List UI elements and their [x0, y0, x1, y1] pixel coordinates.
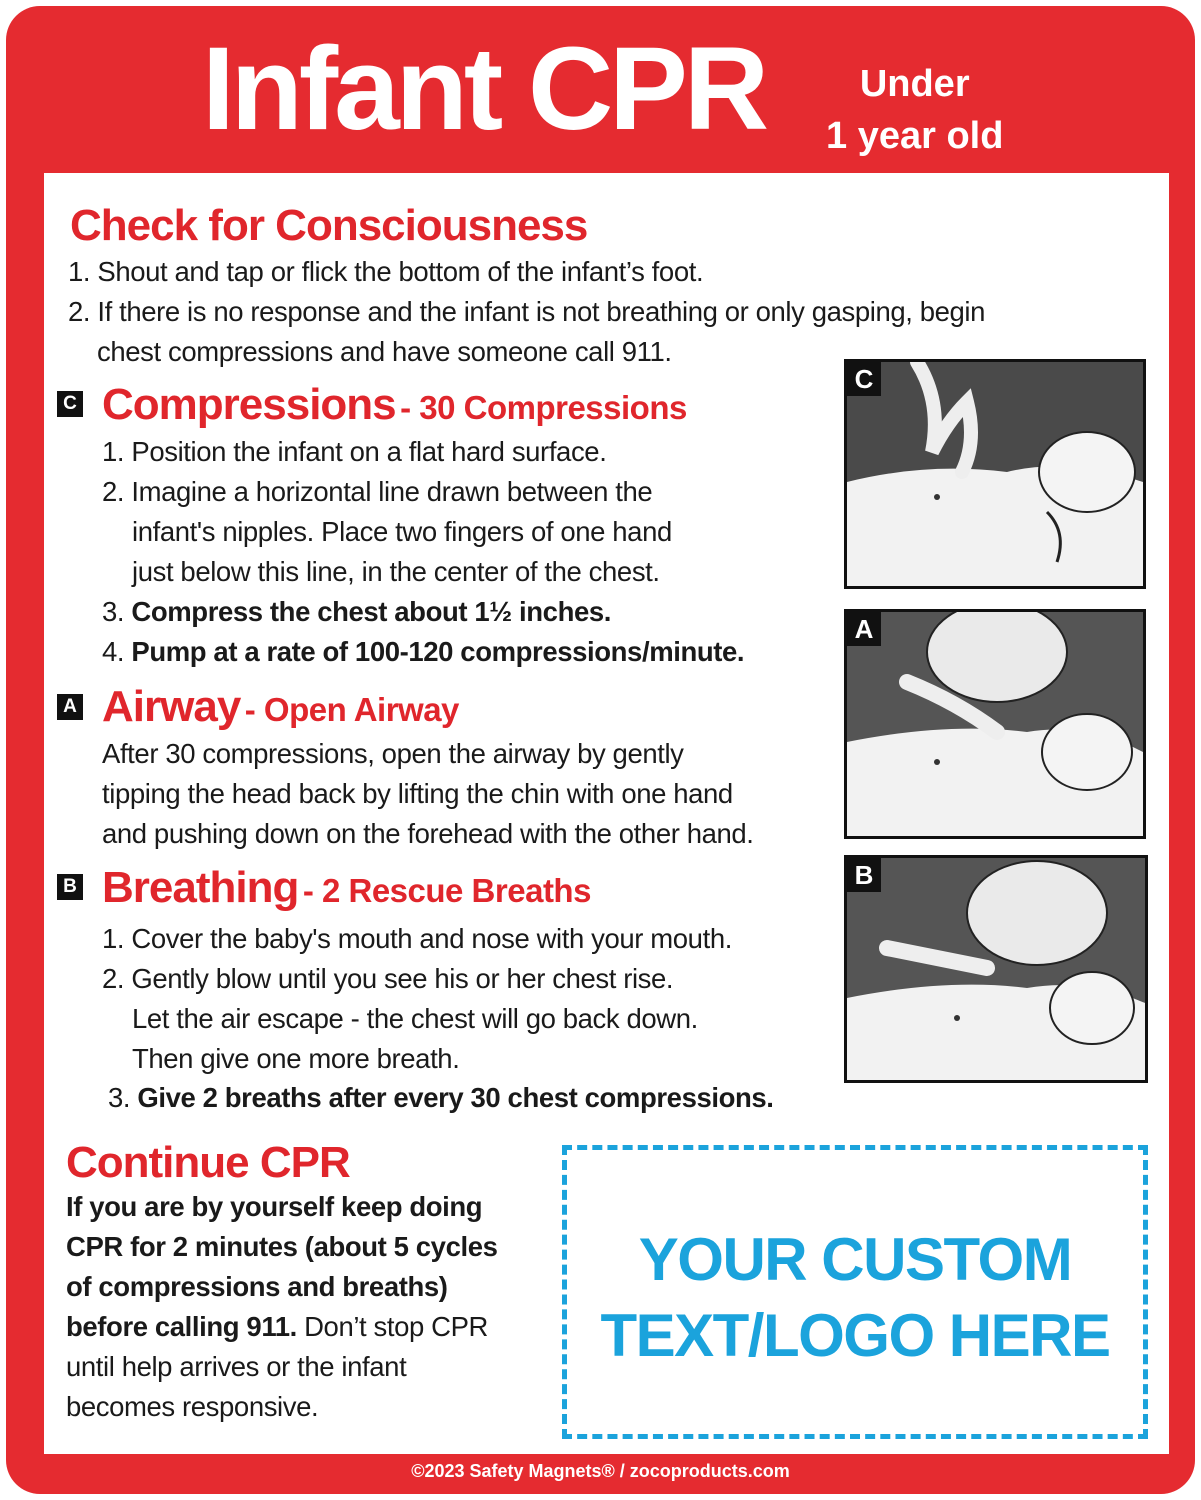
step-text: Compress the chest about 1½ inches. — [131, 596, 612, 627]
infant-breathing-drawing — [847, 858, 1145, 1080]
step-text: Gently blow until you see his or her chest rise. — [131, 963, 674, 994]
custom-line-1: YOUR CUSTOM — [638, 1226, 1072, 1293]
breathing-heading: Breathing — [102, 863, 299, 912]
step-text: Cover the baby's mouth and nose with your mouth. — [131, 923, 732, 954]
airway-line-3: and pushing down on the forehead with the other hand. — [102, 818, 754, 849]
step-text: Give 2 breaths after every 30 chest compressions. — [137, 1082, 774, 1113]
breathing-step-2-cont-a: Let the air escape - the chest will go back down. — [132, 1003, 698, 1034]
breathing-step-1 — [102, 919, 732, 959]
airway-line-2: tipping the head back by lifting the chin with one hand — [102, 778, 733, 809]
breathing-step-2 — [102, 959, 673, 999]
step-text: Imagine a horizontal line drawn between the — [131, 476, 653, 507]
illustration-tag: B — [847, 858, 881, 892]
step-text: If there is no response and the infant is not breathing or only gasping, begin — [97, 296, 985, 327]
step-text: Shout and tap or flick the bottom of the infant’s foot. — [97, 256, 704, 287]
step-text: Position the infant on a flat hard surface. — [131, 436, 607, 467]
compressions-badge: C — [57, 391, 83, 417]
compressions-step-2 — [102, 472, 652, 512]
consciousness-heading: Check for Consciousness — [70, 201, 588, 250]
compressions-step-1 — [102, 432, 606, 472]
step-number: 2. — [102, 963, 125, 994]
compressions-step-3 — [102, 592, 611, 632]
age-line-1: Under — [859, 63, 970, 105]
continue-regular-text: Don’t stop CPR — [296, 1311, 489, 1342]
step-number: 1. — [102, 923, 125, 954]
step-number: 3. — [108, 1082, 131, 1113]
breathing-step-3 — [108, 1078, 774, 1118]
continue-bold-text: before calling 911. — [66, 1311, 297, 1342]
consciousness-step-2 — [68, 292, 985, 332]
compressions-step-2-cont-b: just below this line, in the center of the chest. — [132, 556, 660, 587]
infant-compressions-drawing — [847, 362, 1143, 586]
illustration-breathing — [844, 855, 1148, 1083]
step-number: 1. — [68, 256, 91, 287]
breathing-badge: B — [57, 874, 83, 900]
step-number: 1. — [102, 436, 125, 467]
airway-line-1: After 30 compressions, open the airway by gently — [102, 738, 684, 769]
continue-line-5: until help arrives or the infant — [66, 1351, 407, 1382]
compressions-heading: Compressions — [102, 380, 396, 429]
infant-airway-drawing — [847, 612, 1143, 836]
compressions-heading-row — [102, 380, 687, 429]
compressions-step-2-cont-a: infant's nipples. Place two fingers of one hand — [132, 516, 672, 547]
continue-line-3: of compressions and breaths) — [66, 1271, 448, 1302]
illustration-airway — [844, 609, 1146, 839]
compressions-subheading: - 30 Compressions — [400, 389, 687, 426]
illustration-compressions — [844, 359, 1146, 589]
continue-line-1: If you are by yourself keep doing — [66, 1191, 483, 1222]
page-title: Infant CPR — [202, 23, 766, 155]
step-number: 2. — [102, 476, 125, 507]
copyright-footer: ©2023 Safety Magnets® / zocoproducts.com — [411, 1461, 790, 1481]
step-text: Pump at a rate of 100-120 compressions/minute. — [131, 636, 745, 667]
magnet-card — [6, 6, 1195, 1494]
airway-subheading: - Open Airway — [244, 691, 459, 728]
illustration-tag: A — [847, 612, 881, 646]
continue-line-4 — [66, 1307, 488, 1347]
illustration-tag: C — [847, 362, 881, 396]
custom-line-2: TEXT/LOGO HERE — [600, 1302, 1110, 1369]
breathing-heading-row — [102, 863, 591, 912]
custom-logo-text — [567, 1222, 1143, 1374]
step-number: 2. — [68, 296, 91, 327]
step-number: 3. — [102, 596, 125, 627]
airway-heading: Airway — [102, 682, 241, 731]
consciousness-step-2-cont: chest compressions and have someone call 911. — [97, 336, 672, 367]
breathing-step-2-cont-b: Then give one more breath. — [132, 1043, 460, 1074]
age-line-2: 1 year old — [826, 115, 1004, 157]
compressions-step-4 — [102, 632, 744, 672]
airway-badge: A — [57, 694, 83, 720]
custom-logo-area — [562, 1145, 1148, 1439]
content-panel — [44, 173, 1169, 1454]
continue-line-6: becomes responsive. — [66, 1391, 319, 1422]
breathing-subheading: - 2 Rescue Breaths — [302, 872, 591, 909]
age-note — [826, 58, 1003, 162]
airway-heading-row — [102, 682, 459, 731]
consciousness-step-1 — [68, 252, 703, 292]
continue-cpr-heading: Continue CPR — [66, 1138, 350, 1187]
continue-line-2: CPR for 2 minutes (about 5 cycles — [66, 1231, 498, 1262]
step-number: 4. — [102, 636, 125, 667]
